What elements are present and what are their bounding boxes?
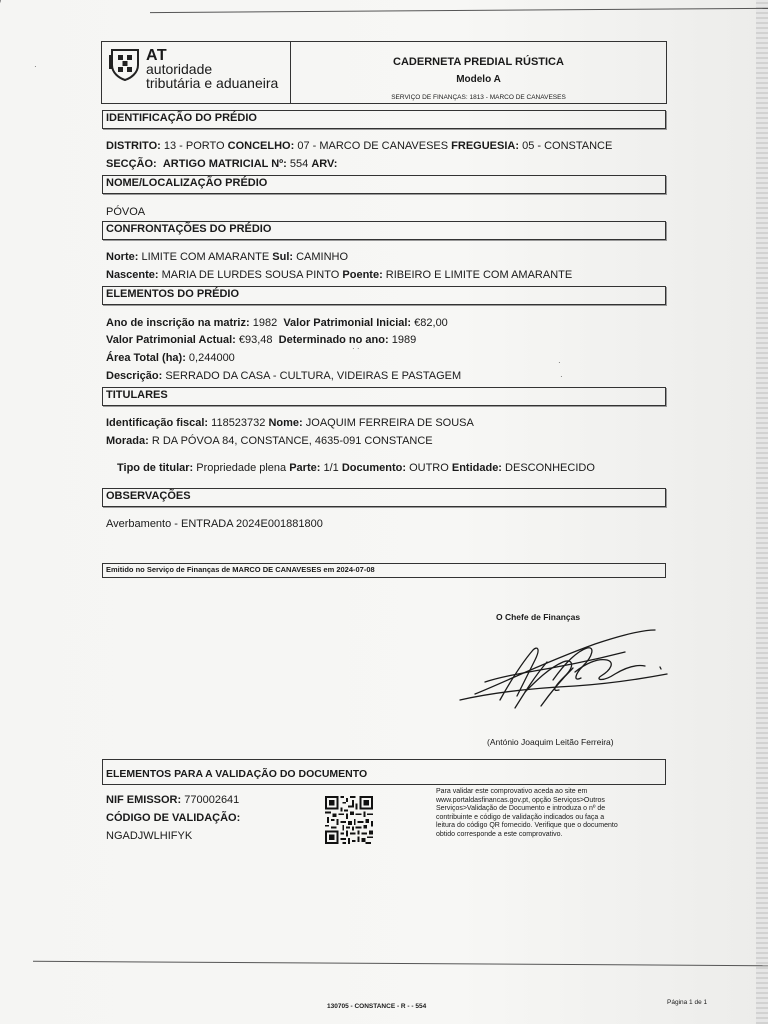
freguesia-label: FREGUESIA: [451, 140, 520, 152]
titulares-line1 [106, 417, 474, 429]
identificacao-line2 [106, 158, 337, 170]
sul-label: Sul: [272, 251, 294, 263]
scan-speck: · · [352, 344, 360, 353]
vpi-value: €82,00 [414, 317, 448, 329]
vpi-label: Valor Patrimonial Inicial: [283, 317, 412, 329]
parte-label: Parte: [289, 462, 321, 474]
section-title: ELEMENTOS DO PRÉDIO [106, 288, 240, 300]
artigo-label: ARTIGO MATRICIAL Nº: [162, 158, 287, 170]
instruction-line: obtido corresponde a este comprovativo. [436, 830, 563, 838]
confrontacoes-line2 [106, 269, 572, 281]
parte-value: 1/1 [323, 462, 339, 474]
titular-nome-value: JOAQUIM FERREIRA DE SOUSA [305, 417, 474, 429]
concelho-value: 07 - MARCO DE CANAVESES [297, 140, 449, 152]
elementos-line4 [106, 370, 461, 382]
artigo-value: 554 [289, 158, 309, 170]
norte-label: Norte: [106, 251, 139, 263]
sul-value: CAMINHO [296, 251, 349, 263]
qr-code [324, 796, 374, 844]
instruction-line: contribuinte e código de validação indicados ou faça a [436, 813, 605, 821]
scan-left-line [0, 0, 1, 57]
tipo-label: Tipo de titular: [117, 462, 194, 474]
vpa-label: Valor Patrimonial Actual: [106, 334, 236, 346]
service-line: SERVIÇO DE FINANÇAS: 1813 - MARCO DE CANAVESES [391, 94, 566, 101]
logo-line1: autoridade [146, 61, 213, 77]
nif-emissor-label: NIF EMISSOR: [106, 794, 182, 806]
section-title: NOME/LOCALIZAÇÃO PRÉDIO [106, 177, 268, 189]
arv-label: ARV: [311, 158, 338, 170]
area-value: 0,244000 [188, 352, 235, 364]
observacoes-value: Averbamento - ENTRADA 2024E001881800 [106, 518, 323, 530]
determinado-label: Determinado no ano: [278, 334, 389, 346]
at-emblem-icon [109, 47, 141, 81]
nif-emissor-value: 770002641 [184, 794, 240, 806]
emitido-box [102, 563, 666, 578]
instruction-line: leitura do código QR fornecido. Verifique que o documento [436, 822, 618, 829]
distrito-value: 13 - PORTO [163, 140, 225, 152]
elementos-line3 [106, 352, 235, 364]
instruction-line: www.portaldasfinancas.gov.pt, opção Serviços>Outros [436, 796, 605, 804]
nif-value: 118523732 [211, 417, 266, 429]
seccao-label: SECÇÃO: [106, 158, 157, 170]
logo-at-text: AT [146, 47, 168, 64]
nascente-value: MARIA DE LURDES SOUSA PINTO [161, 269, 340, 281]
section-elementos [102, 286, 666, 305]
tipo-value: Propriedade plena [196, 462, 287, 474]
entidade-label: Entidade: [451, 462, 502, 474]
section-confrontacoes [102, 221, 666, 240]
footer-rule [33, 961, 768, 967]
descricao-label: Descrição: [106, 370, 163, 382]
documento-value: OUTRO [409, 462, 449, 474]
distrito-label: DISTRITO: [106, 140, 161, 152]
scan-speck: · [558, 358, 561, 367]
footer-reference: 130705 - CONSTANCE - R - - 554 [327, 1003, 427, 1010]
document-header [101, 41, 667, 104]
section-nome [102, 175, 666, 194]
poente-value: RIBEIRO E LIMITE COM AMARANTE [385, 269, 573, 281]
section-title: ELEMENTOS PARA A VALIDAÇÃO DO DOCUMENTO [106, 768, 368, 780]
nascente-label: Nascente: [106, 269, 159, 281]
ano-value: 1982 [252, 317, 278, 329]
documento-label: Documento: [341, 462, 406, 474]
section-titulares [102, 387, 666, 406]
emitido-text: Emitido no Serviço de Finanças de MARCO DE CANAVESES em 2024-07-08 [106, 565, 375, 574]
section-title: OBSERVAÇÕES [106, 490, 191, 502]
scan-top-line [150, 8, 768, 13]
document-model: Modelo A [456, 74, 501, 85]
freguesia-value: 05 - CONSTANCE [522, 140, 613, 152]
signer-name: (António Joaquim Leitão Ferreira) [487, 737, 614, 747]
logo-line2: tributária e aduaneira [146, 75, 279, 91]
validacao-codigo-line [106, 812, 240, 824]
norte-value: LIMITE COM AMARANTE [141, 251, 270, 263]
chefe-label: O Chefe de Finanças [496, 612, 581, 622]
morada-value: R DA PÓVOA 84, CONSTANCE, 4635-091 CONSTANCE [151, 435, 433, 447]
nif-label: Identificação fiscal: [106, 417, 209, 429]
validacao-nif-line [106, 794, 239, 806]
scan-speck: · [34, 62, 37, 71]
instruction-line: Serviços>Validação de Documento e introduza o nº de [436, 805, 606, 812]
instruction-line: Para validar este comprovativo aceda ao site em [436, 788, 588, 795]
validation-instructions [436, 788, 666, 839]
codigo-value: NGADJWLHIFYK [106, 830, 193, 842]
area-label: Área Total (ha): [106, 352, 186, 364]
identificacao-line1 [106, 140, 612, 152]
ano-label: Ano de inscrição na matriz: [106, 317, 250, 329]
document-title: CADERNETA PREDIAL RÚSTICA [393, 56, 564, 68]
determinado-value: 1989 [391, 334, 417, 346]
elementos-line1 [106, 317, 448, 329]
confrontacoes-line1 [106, 251, 348, 263]
section-identificacao [102, 110, 666, 129]
section-title: IDENTIFICAÇÃO DO PRÉDIO [106, 112, 257, 124]
titulares-line3 [117, 462, 595, 474]
header-title-cell [291, 42, 666, 103]
codigo-label: CÓDIGO DE VALIDAÇÃO: [106, 812, 241, 824]
titular-nome-label: Nome: [268, 417, 303, 429]
morada-label: Morada: [106, 435, 149, 447]
nome-value: PÓVOA [106, 206, 146, 218]
section-validacao [102, 759, 666, 785]
elementos-line2 [106, 334, 416, 346]
poente-label: Poente: [342, 269, 383, 281]
entidade-value: DESCONHECIDO [505, 462, 595, 474]
section-title: TITULARES [106, 389, 168, 401]
concelho-label: CONCELHO: [227, 140, 295, 152]
section-title: CONFRONTAÇÕES DO PRÉDIO [106, 223, 272, 235]
scan-edge [756, 0, 768, 1024]
descricao-value: SERRADO DA CASA - CULTURA, VIDEIRAS E PASTAGEM [165, 370, 462, 382]
at-logo [102, 42, 291, 103]
section-observacoes [102, 488, 666, 507]
titulares-line2 [106, 435, 433, 447]
scan-speck: · [560, 372, 563, 381]
signature [455, 622, 670, 710]
vpa-value: €93,48 [238, 334, 273, 346]
page-number: Página 1 de 1 [667, 999, 708, 1006]
